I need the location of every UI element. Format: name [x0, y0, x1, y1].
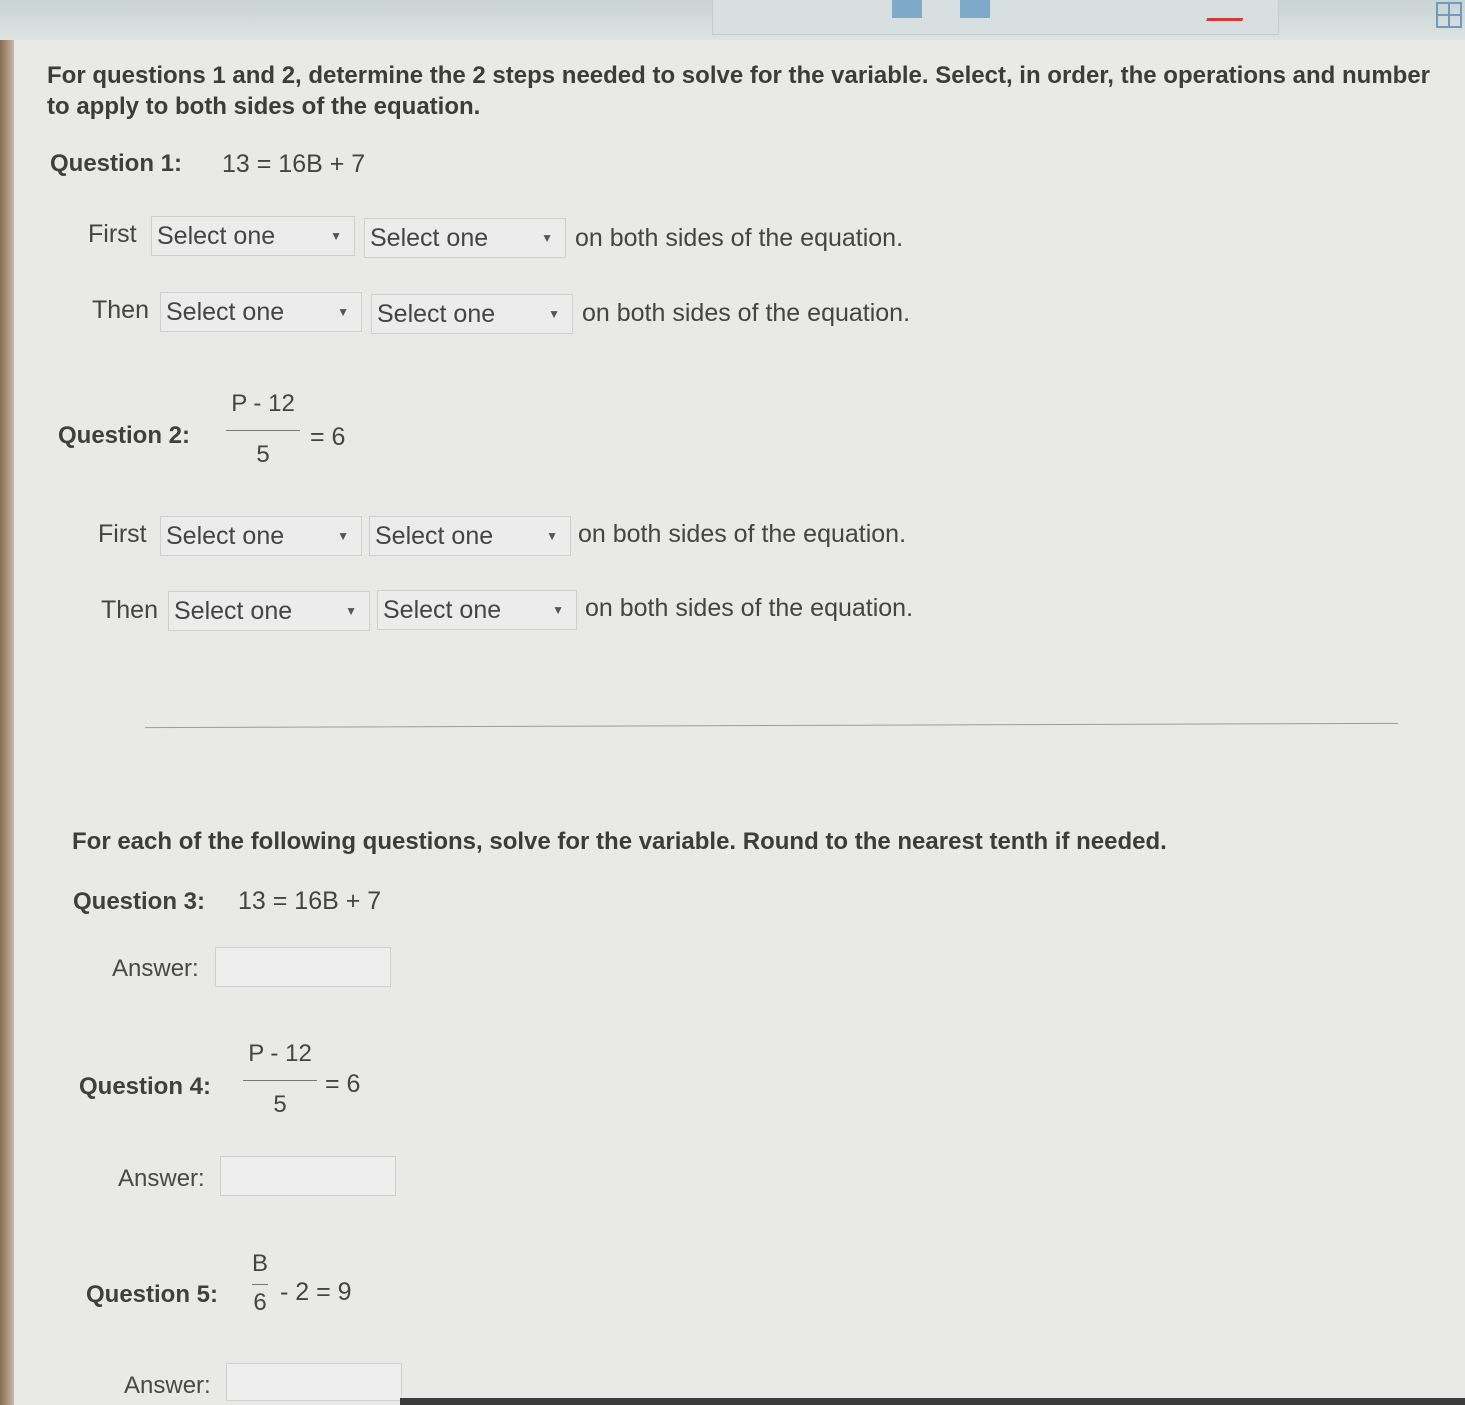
equation-tail-text: on both sides of the equation. — [578, 520, 907, 548]
select-value: Select one — [375, 522, 494, 550]
fraction-numerator: B — [251, 1250, 268, 1277]
question-3-answer-input[interactable] — [215, 947, 391, 987]
grid-icon[interactable] — [1436, 2, 1462, 28]
q2-step1-number-select[interactable] — [369, 516, 571, 556]
question-2-fraction — [226, 390, 300, 469]
question-5-answer-input[interactable] — [226, 1363, 402, 1401]
q1-step2-operation-select[interactable] — [160, 292, 362, 332]
section-divider — [145, 723, 1398, 728]
equation-tail-text: on both sides of the equation. — [575, 224, 904, 252]
question-5-rhs: - 2 = 9 — [280, 1278, 352, 1306]
screen-bezel-bottom — [400, 1398, 1465, 1405]
progress-strip — [712, 0, 1279, 35]
question-1-equation: 13 = 16B + 7 — [222, 150, 366, 178]
question-4-answer-input[interactable] — [220, 1156, 396, 1196]
question-4-rhs: = 6 — [325, 1070, 361, 1098]
first-word: First — [98, 520, 147, 548]
then-word: Then — [92, 296, 149, 324]
question-5-fraction — [248, 1250, 272, 1317]
top-header-bar — [0, 0, 1465, 40]
flag-icon — [1206, 0, 1250, 21]
question-2-label: Question 2: — [58, 422, 191, 449]
fraction-bar — [226, 430, 300, 431]
select-value: Select one — [166, 298, 285, 326]
select-value: Select one — [383, 596, 502, 624]
select-value: Select one — [370, 224, 489, 252]
answer-label: Answer: — [118, 1165, 205, 1192]
caret-down-icon: ▼ — [552, 603, 564, 617]
caret-down-icon: ▼ — [541, 231, 553, 245]
question-3-equation: 13 = 16B + 7 — [238, 887, 382, 915]
select-value: Select one — [174, 597, 293, 625]
question-3-label: Question 3: — [73, 888, 206, 915]
answer-label: Answer: — [124, 1372, 211, 1399]
question-2-rhs: = 6 — [310, 423, 346, 451]
question-4-fraction — [243, 1040, 317, 1119]
fraction-denominator: 5 — [256, 441, 270, 468]
instructions-q1-q2: For questions 1 and 2, determine the 2 steps needed to solve for the variable. Select, in order, the operations and number to apply to both sides of the equation. — [47, 62, 1430, 120]
select-value: Select one — [377, 300, 496, 328]
question-1-label: Question 1: — [50, 150, 183, 177]
fraction-denominator: 5 — [273, 1091, 287, 1118]
screen-bezel-left — [0, 0, 14, 1405]
fraction-denominator: 6 — [253, 1289, 267, 1316]
caret-down-icon: ▼ — [546, 529, 558, 543]
question-4-label: Question 4: — [79, 1073, 212, 1100]
q2-step2-operation-select[interactable] — [168, 591, 370, 631]
equation-tail-text: on both sides of the equation. — [582, 299, 911, 327]
q1-step1-operation-select[interactable] — [151, 216, 355, 256]
fraction-bar — [252, 1284, 268, 1285]
question-5-label: Question 5: — [86, 1281, 219, 1308]
q1-step2-number-select[interactable] — [371, 294, 573, 334]
first-word: First — [88, 220, 137, 248]
equation-tail-text: on both sides of the equation. — [585, 594, 914, 622]
caret-down-icon: ▼ — [337, 305, 349, 319]
q2-step1-operation-select[interactable] — [160, 516, 362, 556]
select-value: Select one — [166, 522, 285, 550]
fraction-bar — [243, 1080, 317, 1081]
caret-down-icon: ▼ — [330, 229, 342, 243]
q2-step2-number-select[interactable] — [377, 590, 577, 630]
select-value: Select one — [157, 222, 276, 250]
progress-block — [892, 0, 922, 18]
then-word: Then — [101, 596, 158, 624]
answer-label: Answer: — [112, 955, 199, 982]
caret-down-icon: ▼ — [345, 604, 357, 618]
q1-step1-number-select[interactable] — [364, 218, 566, 258]
progress-block — [960, 0, 990, 18]
caret-down-icon: ▼ — [548, 307, 560, 321]
caret-down-icon: ▼ — [337, 529, 349, 543]
fraction-numerator: P - 12 — [231, 390, 295, 417]
fraction-numerator: P - 12 — [248, 1040, 312, 1067]
instructions-q3-q5: For each of the following questions, solve for the variable. Round to the nearest tenth if needed. — [72, 828, 1167, 855]
